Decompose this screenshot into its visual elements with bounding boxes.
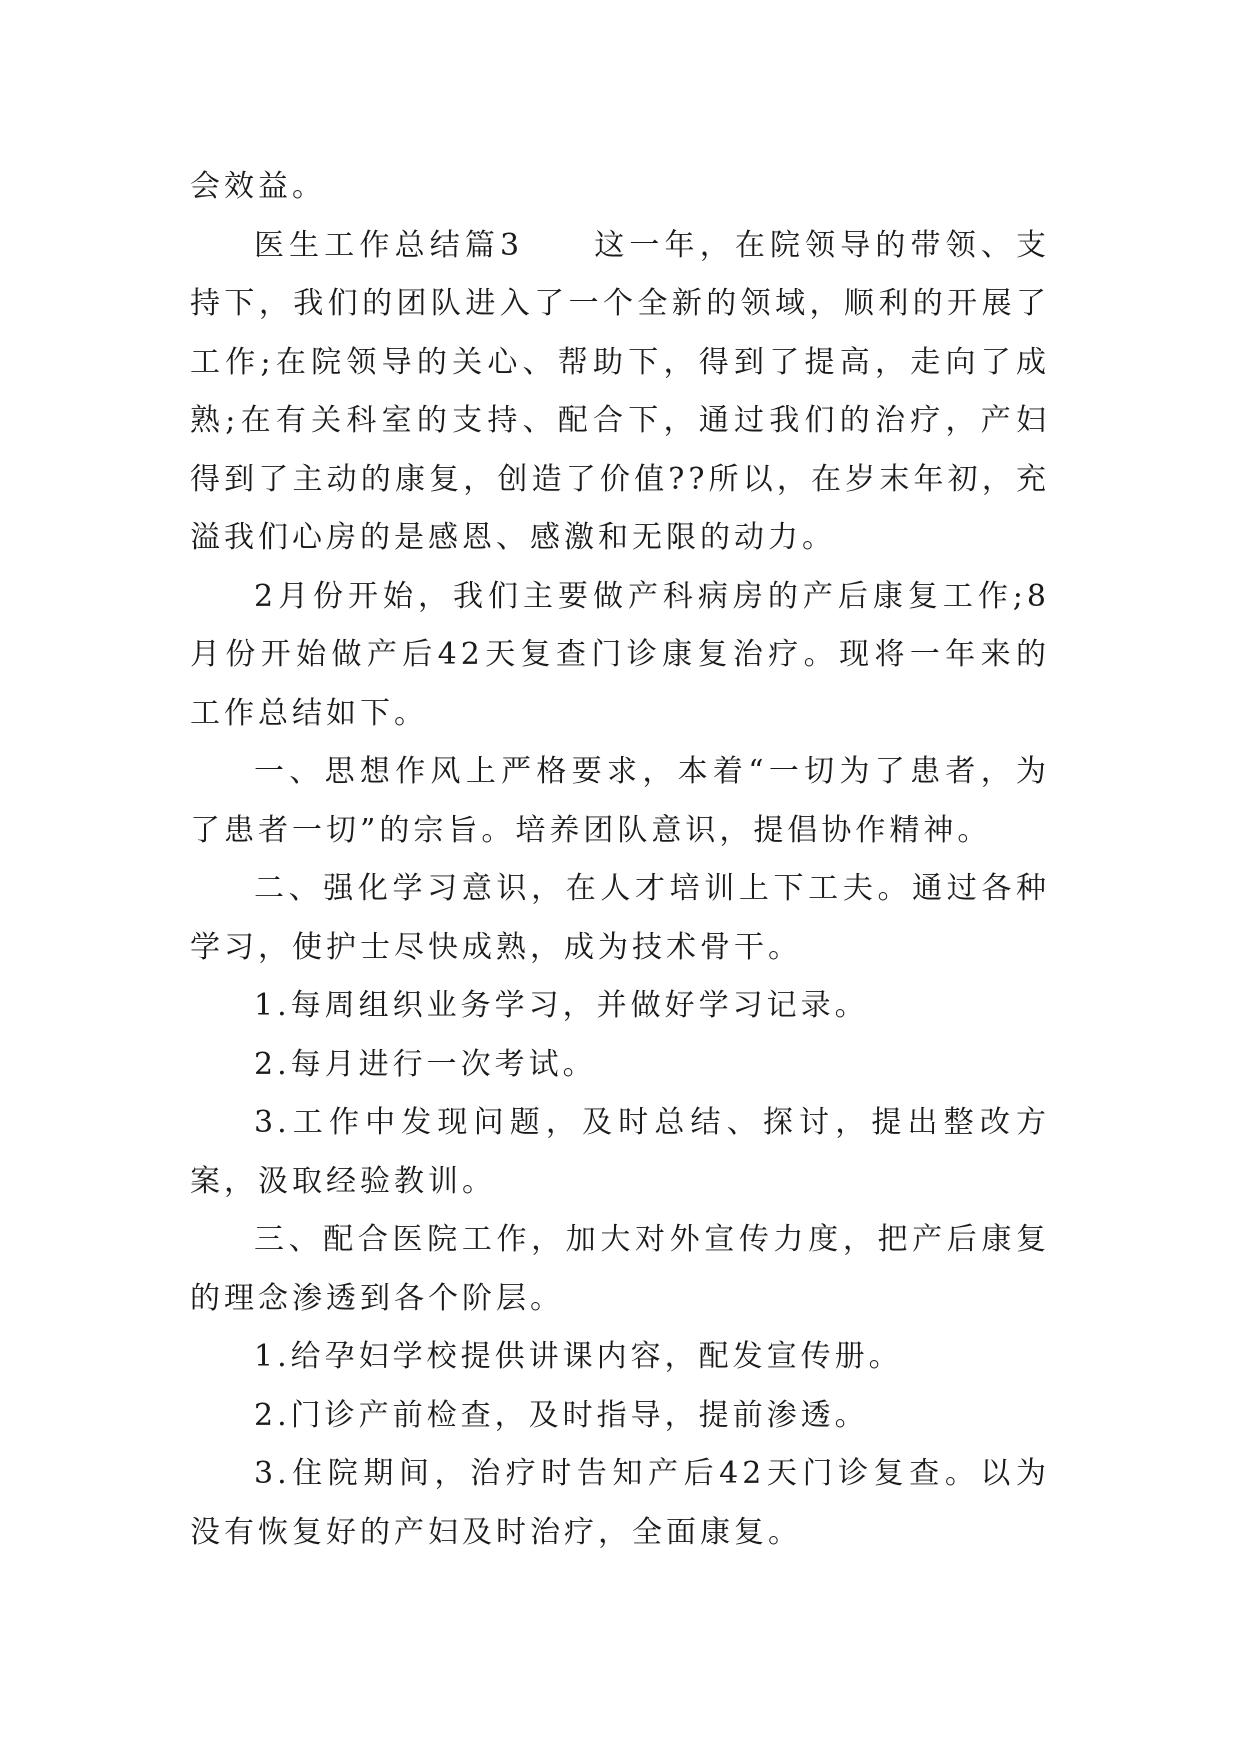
paragraph-continuation: 会效益。 [190, 169, 326, 204]
section-intro-text: 这一年，在院领导的带领、支持下，我们的团队进入了一个全新的领域，顺利的开展了工作;在院领导的关心、帮助下，得到了提高，走向了成熟;在有关科室的支持、配合下，通过我们的治疗，产妇得到了主动的康复，创造了价值??所以，在岁末年初，充溢我们心房的是感恩、感激和无限的动力。 [190, 227, 1050, 555]
paragraph-section-title [190, 217, 1050, 568]
paragraph-overview: 2月份开始，我们主要做产科病房的产后康复工作;8月份开始做产后42天复查门诊康复治疗。现将一年来的工作总结如下。 [190, 578, 1050, 731]
paragraph-point-2: 二、强化学习意识，在人才培训上下工夫。通过各种学习，使护士尽快成熟，成为技术骨干。 [190, 871, 1050, 965]
list-item-3-1: 1.给孕妇学校提供讲课内容，配发宣传册。 [254, 1339, 903, 1374]
section-title: 医生工作总结篇3 [254, 227, 524, 263]
list-item-2-3: 3.工作中发现问题，及时总结、探讨，提出整改方案，汲取经验教训。 [190, 1105, 1050, 1199]
list-item-3-3: 3.住院期间，治疗时告知产后42天门诊复查。以为没有恢复好的产妇及时治疗，全面康复。 [190, 1456, 1050, 1550]
list-item-2-1: 1.每周组织业务学习，并做好学习记录。 [254, 988, 869, 1023]
document-body [190, 158, 1050, 1562]
paragraph-point-1: 一、思想作风上严格要求，本着“一切为了患者，为了患者一切”的宗旨。培养团队意识，提倡协作精神。 [190, 754, 1050, 848]
list-item-3-2: 2.门诊产前检查，及时指导，提前渗透。 [254, 1397, 869, 1433]
list-item-2-2: 2.每月进行一次考试。 [254, 1046, 597, 1082]
paragraph-point-3: 三、配合医院工作，加大对外宣传力度，把产后康复的理念渗透到各个阶层。 [190, 1222, 1050, 1316]
